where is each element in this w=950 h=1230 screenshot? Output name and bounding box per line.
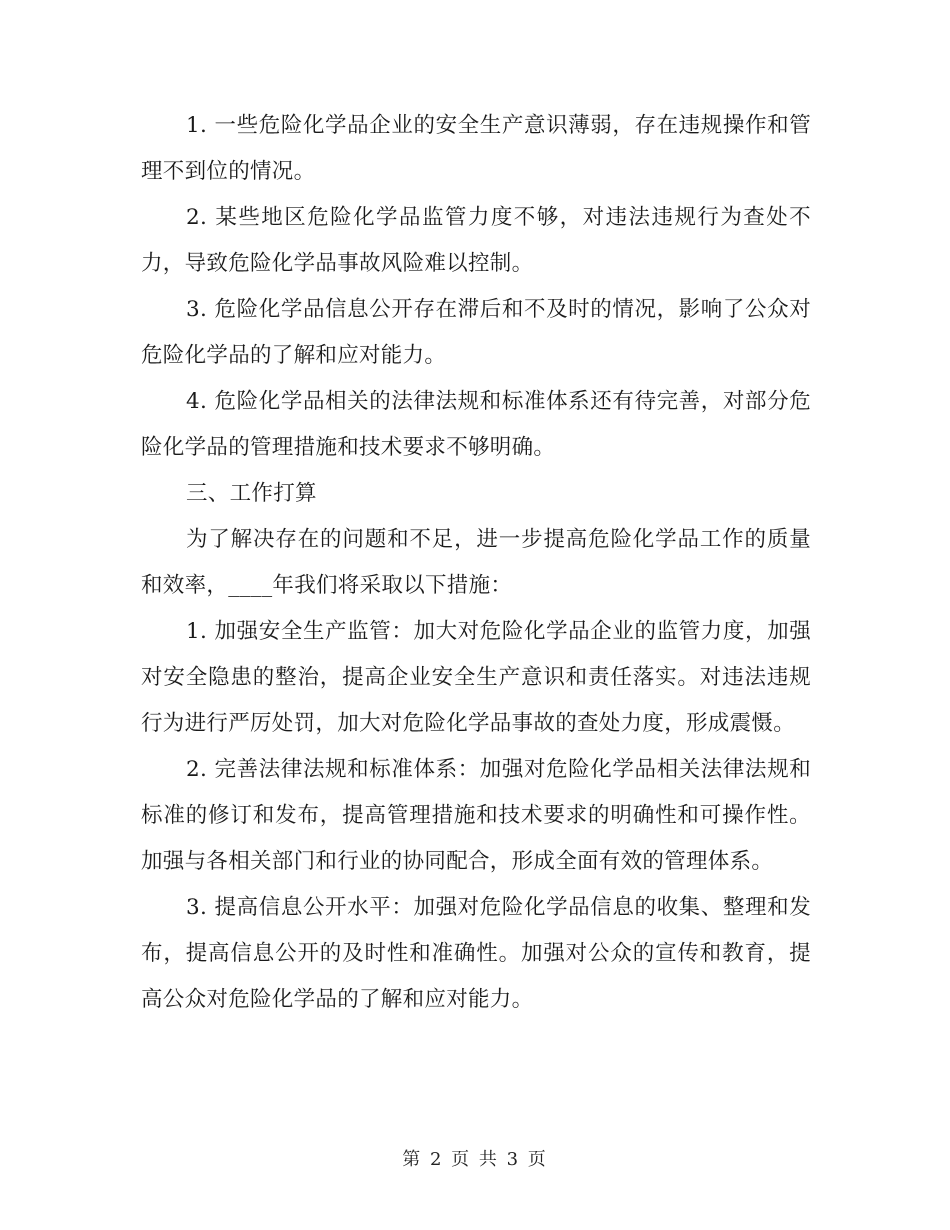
measure-item-2: 2. 完善法律法规和标准体系：加强对危险化学品相关法律法规和标准的修订和发布，提高管理措施和技术要求的明确性和可操作性。加强与各相关部门和行业的协同配合，形成全面有效的管理体系。 bbox=[141, 757, 811, 874]
document-body bbox=[141, 103, 811, 1023]
section-heading-work-plan: 三、工作打算 bbox=[186, 481, 317, 506]
work-plan-intro: 为了解决存在的问题和不足，进一步提高危险化学品工作的质量和效率，____年我们将采取以下措施： bbox=[141, 527, 811, 598]
measure-item-1: 1. 加强安全生产监管：加大对危险化学品企业的监管力度，加强对安全隐患的整治，提高企业安全生产意识和责任落实。对违法违规行为进行严厉处罚，加大对危险化学品事故的查处力度，形成震慑。 bbox=[141, 619, 811, 736]
problem-item-3: 3. 危险化学品信息公开存在滞后和不及时的情况，影响了公众对危险化学品的了解和应对能力。 bbox=[141, 297, 811, 368]
page-number-footer: 第 2 页 共 3 页 bbox=[402, 1149, 548, 1170]
problem-item-1: 1. 一些危险化学品企业的安全生产意识薄弱，存在违规操作和管理不到位的情况。 bbox=[141, 113, 811, 184]
problem-item-2: 2. 某些地区危险化学品监管力度不够，对违法违规行为查处不力，导致危险化学品事故风险难以控制。 bbox=[141, 205, 811, 276]
measure-item-3: 3. 提高信息公开水平：加强对危险化学品信息的收集、整理和发布，提高信息公开的及时性和准确性。加强对公众的宣传和教育，提高公众对危险化学品的了解和应对能力。 bbox=[141, 895, 811, 1012]
problem-item-4: 4. 危险化学品相关的法律法规和标准体系还有待完善，对部分危险化学品的管理措施和技术要求不够明确。 bbox=[141, 389, 811, 460]
